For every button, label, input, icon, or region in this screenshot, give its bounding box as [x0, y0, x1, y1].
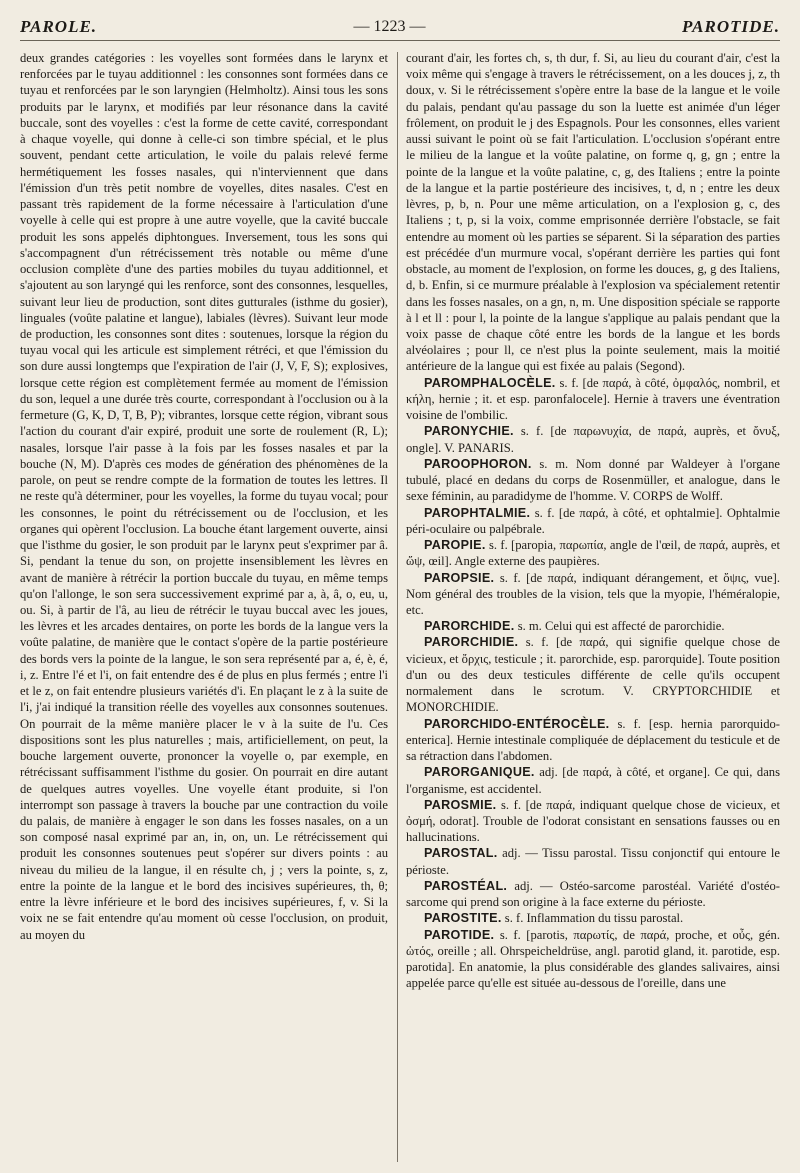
entry-paronychie — [406, 423, 780, 455]
column-divider — [397, 52, 398, 1162]
page-number: — 1223 — — [353, 18, 426, 35]
right-column-intro: courant d'air, les fortes ch, s, th dur, f. Si, au lieu du courant d'air, c'est la voix même qui s'engage à travers le rétrécissement, on a les douces j, z, th doux, v. Si le rétrécissement s'opère entre la base de la langue et le voile du palais, pendant qu'au passage du son la luette est animée d'un léger frôlement, on produit le j des Espagnols. Pour les consonnes, elles varient aussi suivant le point où se fait l'articulation. L'occlusion s'opérant entre le milieu de la langue et la voûte palatine, on forme q, g, gn ; entre la pointe de la langue et la voûte palatine, c, g, des Italiens ; entre la pointe de la langue et la partie postérieure des incisives, t, d, n ; entre les deux lèvres, p, b, n. Pour une même articulation, on a l'explosion g, c, des Italiens ; t, p, si la voix, comme emprisonnée derrière l'obstacle, se fait entendre au moment où les parties se séparent. Si la séparation des parties est précédée d'un murmure vocal, s'opérant derrière les parties qui font obstacle, au moment de l'explosion, on forme les douces, g, g des Italiens, d, b. Enfin, si ce murmure préalable à l'explosion va spécialement retentir dans les fosses nasales, on a gn, n, m. Une disposition spéciale se rapporte à l et ll : pour l, la pointe de la langue s'applique au palais pendant que la voix passe de chaque côté entre les bords de la langue et les bords alvéolaires ; pour ll, ce n'est plus la pointe seulement, mais la moitié antérieure de la langue qui est fixée au palais (Segond). — [406, 51, 780, 374]
entry-definition: s. f. [de παρά, à côté, et ophtalmie]. Ophtalmie péri-oculaire ou palpébrale. — [406, 505, 780, 536]
entry-headword: PARORCHIDE. — [424, 619, 515, 634]
entry-definition: s. f. [paropia, παρωπία, angle de l'œil, de παρά, auprès, et ὤψ, œil]. Angle externe des paupières. — [406, 538, 780, 569]
entry-definition: adj. — Ostéo-sarcome parostéal. Variété d'ostéo-sarcome qui prend son origine à la face externe du périoste. — [406, 878, 780, 910]
left-column — [20, 50, 388, 1165]
entry-headword: PAROPSIE. — [424, 570, 495, 585]
entry-parostal — [406, 845, 780, 877]
entry-headword: PARORCHIDIE. — [424, 635, 519, 650]
entry-headword: PAROSTAL. — [424, 846, 498, 861]
entry-parotide — [406, 927, 780, 992]
entry-paropie — [406, 537, 780, 569]
entry-headword: PAROTIDE. — [424, 927, 495, 942]
entry-definition: s. m. Nom donné par Waldeyer à l'organe tubulé, placé en dedans du corps de Rosenmüller, et analogue, dans le sexe féminin, au paradidyme de l'homme. V. CORPS de Wolff. — [406, 456, 780, 504]
entry-definition: s. f. Inflammation du tissu parostal. — [504, 911, 684, 926]
entry-definition: s. f. [de παρά, indiquant quelque chose de vicieux, et ὀσμή, odorat]. Trouble de l'odorat consistant en sensations fausses ou en hallucinations. — [406, 797, 780, 845]
entry-parosteal — [406, 878, 780, 910]
entry-headword: PAROOPHORON. — [424, 456, 532, 471]
entry-parophtalmie — [406, 505, 780, 537]
entry-paroophoron — [406, 456, 780, 505]
entry-headword: PAROSTÉAL. — [424, 878, 508, 893]
entry-paromphalocele — [406, 375, 780, 424]
header-left-word: PAROLE. — [20, 17, 98, 36]
entry-headword: PARORGANIQUE. — [424, 765, 535, 780]
entry-parorchidie — [406, 634, 780, 715]
entry-paropsie — [406, 570, 780, 619]
entry-definition: s. m. Celui qui est affecté de parorchidie. — [517, 619, 725, 634]
right-column — [406, 50, 780, 1165]
entry-parorchide — [406, 618, 780, 634]
entry-definition: s. f. [esp. hernia parorquido-enterica]. Hernie intestinale compliquée de déplacement du testicule et de sa rétraction dans l'abdomen. — [406, 716, 780, 764]
running-header — [20, 14, 780, 41]
entry-parosmie — [406, 797, 780, 846]
entry-headword: PAROSMIE. — [424, 797, 497, 812]
entry-definition: adj. — Tissu parostal. Tissu conjonctif qui entoure le périoste. — [406, 846, 780, 877]
entry-definition: adj. [de παρά, à côté, et organe]. Ce qui, dans l'organisme, est accidentel. — [406, 765, 780, 796]
entry-headword: PAROMPHALOCÈLE. — [424, 375, 556, 390]
entry-definition: s. f. [de παρά, à côté, ὀμφαλός, nombril, et κήλη, hernie ; it. et esp. paronfalocele]. Hernie à travers une éventration voisine de l'ombilic. — [406, 375, 780, 423]
entry-parostite — [406, 910, 780, 926]
entry-parorchido-enterocele — [406, 716, 780, 765]
entry-headword: PAROPIE. — [424, 538, 486, 553]
entry-headword: PARONYCHIE. — [424, 424, 514, 439]
entry-headword: PAROPHTALMIE. — [424, 505, 531, 520]
entry-parorganique — [406, 764, 780, 796]
left-column-text: deux grandes catégories : les voyelles sont formées dans le larynx et renforcées par le tuyau additionnel : les consonnes sont formées dans ce tuyau et renforcées par le son laryngien (Helmholtz). Ainsi tous les sons produits par le larynx, et modifiés par leur résonance dans la cavité buccale, sont des voyelles : c'est la forme de cette cavité, correspondant à chaque voyelle, qui donne à celle-ci son timbre spécial, et le plus souvent, pendant cette articulation, le voile du palais relevé ferme hermétiquement les fosses nasales, qui n'interviennent que dans l'émission d'un très petit nombre de voyelles, dites nasales. C'est en passant très rapidement de la forme nécessaire à l'articulation d'une voyelle à celle qui est propre à une autre voyelle, que la cavité buccale produit les sons appelés diphtongues. Inversement, tous les sons qui s'accompagnent d'un rétrécissement très notable ou même d'une occlusion complète d'une des parties mobiles du tuyau additionnel, et s'ajoutent au son laryngé qui les renforce, sont des consonnes, lesquelles, suivant leur lieu de production, sont dites gutturales (isthme du gosier), linguales (voûte palatine et langue), labiales (lèvres). Suivant leur mode de production, les consonnes sont dites : soutenues, lorsque la région du tuyau vocal qui les articule est simplement rétréci, et que l'émission du son dure aussi longtemps que l'expiration de l'air (J, V, F, S); explosives, lorsque cette région est complètement fermée au moment de l'émission du son, lequel a une durée très courte, correspondant à l'occlusion ou à la fermeture (G, K, D, T, B, P); vibrantes, lorsque cette région, vibrant sous l'action du courant d'air expiré, produit une sorte de roulement (R, L); nasales, lorsque l'air passe à la fois par les fosses nasales et par la bouche (N, M). D'après ces modes de génération des phénomènes de la parole, on peut se rendre compte de la formation de toutes les lettres. Il ne reste qu'à déterminer, pour les voyelles, la forme du tuyau vocal; pour les consonnes, le point du rétrécissement ou de l'occlusion, et les organes qui opèrent l'occlusion. La bouche étant largement ouverte, ainsi que l'isthme du gosier, le son produit par le larynx peut s'exprimer par â. Si, pendant la tenue du son, on projette insensiblement les lèvres en avant de manière à rétrécir la portion buccale du tuyau, en même temps qu'on l'allonge, le son sera successivement exprimé par a, à, â, o, eu, u, ou. Si, à partir de l'â, au lieu de rétrécir le tuyau buccal avec les joues, les lèvres et les arcades dentaires, on porte les bords de la langue vers la voûte palatine, de manière que le contact s'opère de la partie postérieure des bords vers la pointe de la langue, le son sera représenté par a, é, è, é, i, z. Entre l'é et l'i, on fait entendre des é de plus en plus fermés ; entre l'i et le z, on fait entendre plusieurs variétés d'i. En plaçant le z à la suite de l'i, j'ai indiqué la transition réelle des voyelles aux consonnes soutenues. On pourrait de la même manière placer le v à la suite de l'u. Ces dispositions sont les plus naturelles ; mais, artificiellement, on peut, la bouche largement ouverte, prononcer la voyelle o, par exemple, en rétrécissant suffisamment l'isthme du gosier. On pourrait en dire autant de quelques autres voyelles. Une voyelle étant produite, si l'on interrompt son passage à travers la bouche par une contraction du voile du palais, de manière à engager le son dans les fosses nasales, on a un son composé nasal exprimé par an, in, on, un. Le rétrécissement qui produit les consonnes soutenues peut s'opérer sur divers points : au niveau du milieu de la langue, il en résulte ch, j ; vers la pointe, s, z, entre la pointe de la langue et le bord des incisives supérieures, th, θ; entre la lèvre inférieure et le bord des incisives supérieures, f, v. Si la voix ne se fait entendre qu'au moment où cesse l'occlusion, on produit, au moyen du — [20, 51, 388, 942]
entry-definition: s. f. [de παρά, qui signifie quelque chose de vicieux, et ὄρχις, testicule ; it. parorchide, esp. parorquide]. Toute position d'un ou des deux testicules différente de celle qu'ils occupent normalement dans le scrotum. V. CRYPTORCHIDIE et MONORCHIDIE. — [406, 635, 780, 715]
header-right-word: PAROTIDE. — [682, 17, 780, 36]
entry-definition: s. f. [parotis, παρωτίς, de παρά, proche, et οὖς, gén. ὠτός, oreille ; all. Ohrspeicheldrüse, angl. parotid gland, it. parotide, esp. parotida]. En anatomie, la plus considérable des glandes salivaires, ainsi appelée parce qu'elle est située au-dessous de l'oreille, dans une — [406, 927, 780, 991]
entry-headword: PAROSTITE. — [424, 911, 502, 926]
entry-definition: s. f. [de παρωνυχία, de παρά, auprès, et ὄνυξ, ongle]. V. PANARIS. — [406, 424, 780, 455]
entry-definition: s. f. [de παρά, indiquant dérangement, et ὄψις, vue]. Nom général des troubles de la vision, tels que la myopie, l'héméralopie, etc. — [406, 570, 780, 617]
entry-headword: PARORCHIDO-ENTÉROCÈLE. — [424, 716, 610, 731]
